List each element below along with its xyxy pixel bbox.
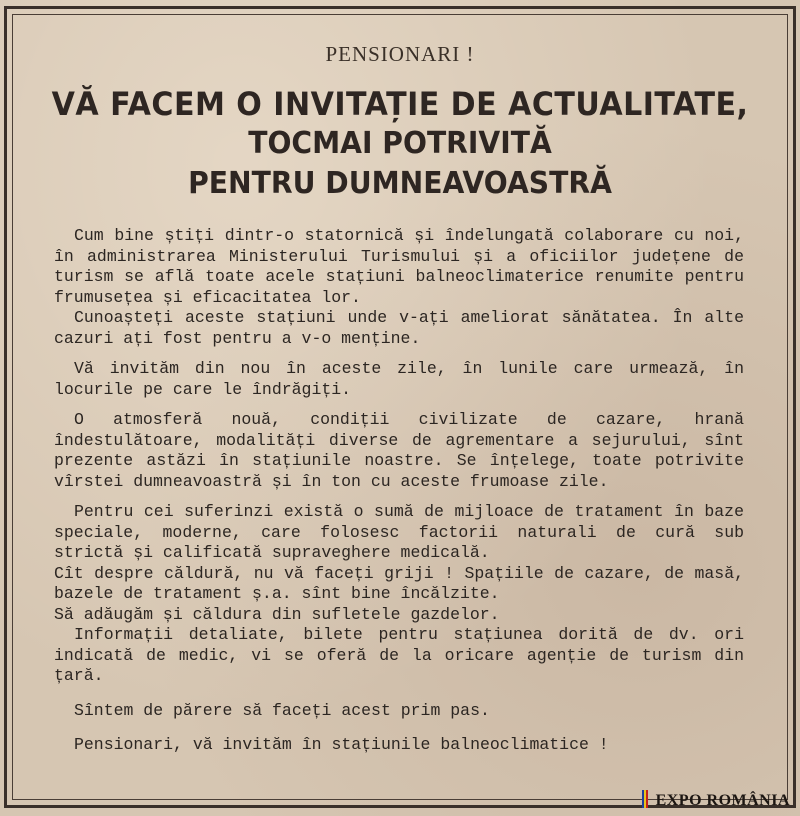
paragraph: Vă invităm din nou în aceste zile, în lunile care urmează, în locurile pe care le îndrăgiți. <box>54 359 744 399</box>
paragraph: Sîntem de părere să faceți acest prim pas. <box>74 700 490 720</box>
headline-line-1: VĂ FACEM O INVITAȚIE DE ACTUALITATE, <box>51 85 749 123</box>
paragraph: Cît despre căldură, nu vă faceți griji ! Spațiile de cazare, de masă, bazele de tratament ș.a. sînt bine încălzite. <box>54 563 744 603</box>
article-body <box>54 226 744 756</box>
watermark: EXPO ROMÂNIA <box>655 792 790 809</box>
paragraph: Pentru cei suferinzi există o sumă de mijloace de tratament în baze speciale, moderne, care folosesc factorii naturali de cură sub strictă și calificată supraveghere medicală. <box>54 502 744 562</box>
paragraph: Pensionari, vă invităm în stațiunile balneoclimatice ! <box>74 735 609 754</box>
headline <box>20 84 780 204</box>
headline-line-3: PENTRU DUMNEAVOASTRĂ <box>188 166 612 201</box>
paragraph: Cum bine știți dintr-o statornică și îndelungată colaborare cu noi, în administrarea Ministerului Turismului și a oficiilor județene de turism se află toate acele stațiuni balneoclimaterice renumite pentru frumusețea și eficacitatea lor. <box>54 226 744 307</box>
paragraph: O atmosferă nouă, condiții civilizate de cazare, hrană îndestulătoare, modalități diverse de agrementare a sejurului, sînt prezente astăzi în stațiunile noastre. Se înțelege, toate potrivite vîrstei dumneavoastră și în ton cu aceste frumoase zile. <box>54 410 744 491</box>
headline-line-2: TOCMAI POTRIVITĂ <box>248 126 552 161</box>
paragraph: Să adăugăm și căldura din sufletele gazdelor. <box>54 604 500 624</box>
paragraph: Informații detaliate, bilete pentru stațiunea dorită de dv. ori indicată de medic, vi se oferă de la oricare agenție de turism din țară. <box>54 625 744 685</box>
paragraph: Cunoașteți aceste stațiuni unde v-ați ameliorat sănătatea. În alte cazuri ați fost pentru a v-o menține. <box>54 308 744 348</box>
subtitle: PENSIONARI ! <box>325 42 475 66</box>
